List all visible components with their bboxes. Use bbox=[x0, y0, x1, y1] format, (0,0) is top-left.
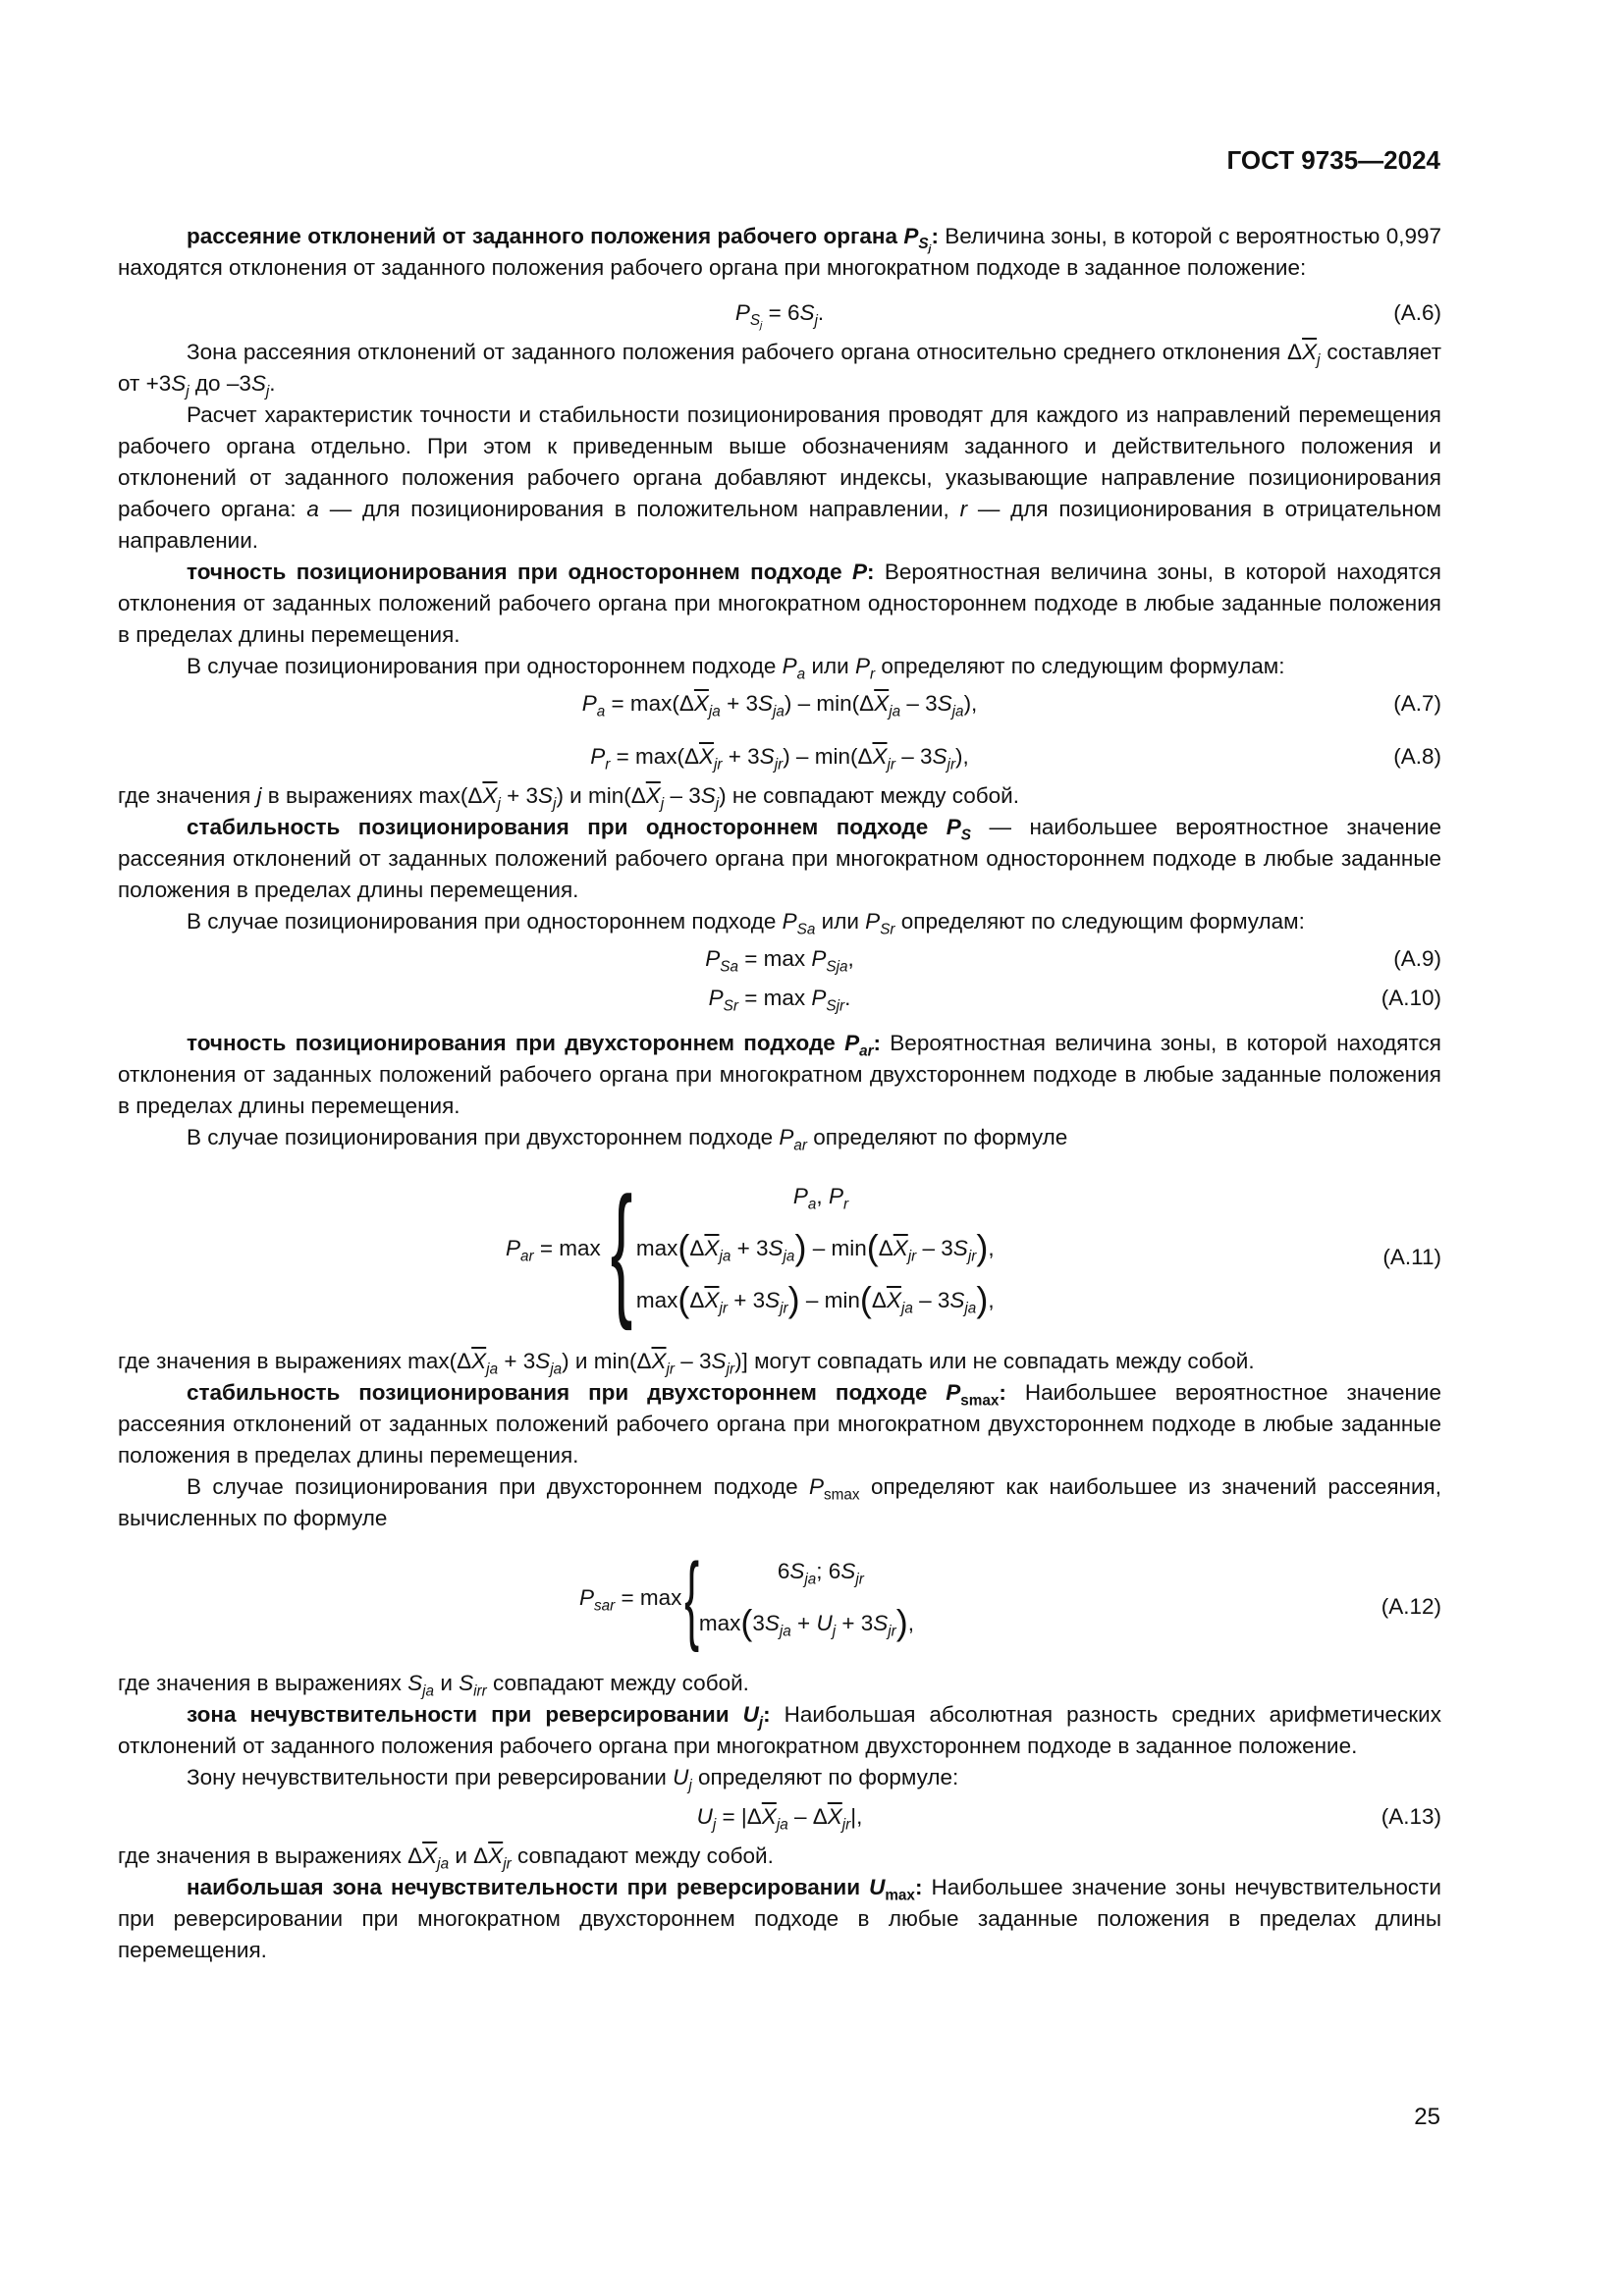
term-title: рассеяние отклонений от заданного положения рабочего органа bbox=[187, 224, 897, 248]
term-max-reversal-zone: наибольшая зона нечувствительности при реверсировании $U_{max}$: Наибольшее значение зоны нечувствительности при реверсировании при многократном двухстороннем подходе в любые заданные положения в пределах длины перемещения. bbox=[118, 1875, 1441, 1962]
paragraph-where-j: где значения j в выражениях $\max(\Delta\overline{X}_j + 3S_j)$ и $\min(\Delta\overline{X}_j - 3S_j)$ не совпадают между собой. bbox=[118, 783, 1019, 813]
term-stability-two-sided: стабильность позиционирования при двухстороннем подходе $P_{smax}$: Наибольшее вероятностное значение рассеяния отклонений от заданных положений рабочего органа при многократном двухстороннем подходе в любые заданные положения в пределах длины перемещения. bbox=[118, 1380, 1441, 1468]
term-title: наибольшая зона нечувствительности при реверсировании bbox=[187, 1875, 861, 1899]
term-title: стабильность позиционирования при двухстороннем подходе bbox=[187, 1380, 928, 1405]
equation-a11: $P_{ar} = \max$ { $P_a$, $P_r$ $\max(\Delta\overline{X}_{ja} + 3S_{ja}) - \min(\Delta\overline{X}_{jr} - 3S_{jr})$, $\max(\Delta\overline{X}_{jr} + 3S_{jr}) - \min(\Delta\overline{X}_{ja} - 3S_{ja})$, (A.11) bbox=[506, 1166, 1441, 1331]
paragraph-case2: В случае позиционирования при двухстороннем подходе $P_{ar}$ определяют по формуле bbox=[187, 1125, 1068, 1154]
equation-number: (A.9) bbox=[1393, 946, 1441, 971]
term-stability-one-sided: стабильность позиционирования при одностороннем подходе $P_S$ — наибольшее вероятностное значение рассеяния отклонений от заданных положений рабочего органа при многократном одностороннем подходе в любые заданные положения в пределах длины перемещения. bbox=[118, 815, 1441, 902]
equation-a10: $P_{Sr} = \max P_{Sjr}$. (A.10) bbox=[118, 983, 1441, 1022]
equation-number: (A.12) bbox=[1380, 1594, 1441, 1619]
paragraph-case3: В случае позиционирования при двухстороннем подходе $P_{smax}$ определяют как наибольшее из значений рассеяния, вычисленных по формуле bbox=[118, 1474, 1441, 1530]
paragraph-where-2: где значения в выражениях $\max(\Delta\overline{X}_{ja} + 3S_{ja})$ и $\min(\Delta\overline{X}_{jr} - 3S_{jr})$] могут совпадать или не совпадать между собой. bbox=[118, 1349, 1255, 1378]
equation-a6: $P_{S_j} = 6S_j$. (A.6) bbox=[118, 297, 1441, 337]
term-definition: Вероятностная величина зоны, в которой находятся отклонения от заданных положений рабочего органа при многократном двухстороннем подходе в любые заданные положения в пределах длины перемещения. bbox=[118, 1031, 1441, 1118]
term-accuracy-two-sided: точность позиционирования при двухстороннем подходе $P_{ar}$: Вероятностная величина зоны, в которой находятся отклонения от заданных положений рабочего органа при многократном двухстороннем подходе в любые заданные положения в пределах длины перемещения. bbox=[118, 1031, 1441, 1118]
term-definition: Вероятностная величина зоны, в которой находятся отклонения от заданных положений рабочего органа при многократном одностороннем подходе в любые заданные положения в пределах длины перемещения. bbox=[118, 560, 1441, 647]
page-number: 25 bbox=[1414, 2104, 1440, 2130]
term-symbol: P bbox=[903, 224, 919, 248]
equation-a13: $U_j = |\Delta\overline{X}_{ja} - \Delta\overline{X}_{jr}|$, (A.13) bbox=[118, 1801, 1441, 1841]
equation-a12: $P_{sar} = \max$ { $6S_{ja}$; $6S_{jr}$ $\max(3S_{ja} + U_j + 3S_{jr})$, (A.12) bbox=[579, 1542, 1441, 1653]
term-accuracy-one-sided: точность позиционирования при одностороннем подходе P: Вероятностная величина зоны, в которой находятся отклонения от заданных положений рабочего органа при многократном одностороннем подходе в любые заданные положения в пределах длины перемещения. bbox=[118, 560, 1441, 647]
equation-number: (A.7) bbox=[1393, 691, 1441, 716]
term-title: зона нечувствительности при реверсировании bbox=[187, 1702, 730, 1727]
equation-number: (A.11) bbox=[1382, 1245, 1441, 1269]
term-definition: Наибольшее значение зоны нечувствительности при реверсировании при многократном двухстороннем подходе в любые заданные положения в пределах длины перемещения. bbox=[118, 1875, 1441, 1962]
paragraph-calc: Расчет характеристик точности и стабильности позиционирования проводят для каждого из направлений перемещения рабочего органа отдельно. При этом к приведенным выше обозначениям заданного и действительного положения и отклонений от заданного положения рабочего органа добавляют индексы, указывающие направление позиционирования рабочего органа: a — для позиционирования в положительном направлении, r — для позиционирования в отрицательном направлении. bbox=[118, 402, 1441, 553]
equation-number: (A.6) bbox=[1393, 300, 1441, 325]
term-scatter: рассеяние отклонений от заданного положения рабочего органа $P_{S_j}$: Величина зоны, в которой с вероятностью 0,997 находятся отклонения от заданного положения рабочего органа при многократном подходе в заданное положение: bbox=[118, 224, 1441, 280]
equation-a8: $P_r = \max(\Delta\overline{X}_{jr} + 3S_{jr}) - \min(\Delta\overline{X}_{jr} - 3S_{jr})$, (A.8) bbox=[118, 741, 1441, 780]
term-definition: Величина зоны, в которой с вероятностью 0,997 находятся отклонения от заданного положения рабочего органа при многократном подходе в заданное положение: bbox=[118, 224, 1441, 280]
paragraph-zone: Зона рассеяния отклонений от заданного положения рабочего органа относительно среднего отклонения $\Delta\overline{X}_j$ составляет от $+3S_j$ до $-3S_j$. bbox=[118, 340, 1441, 400]
paragraph-case1b: В случае позиционирования при одностороннем подходе $P_{Sa}$ или $P_{Sr}$ определяют по следующим формулам: bbox=[187, 909, 1305, 938]
term-reversal-zone: зона нечувствительности при реверсировании $U_j$: Наибольшая абсолютная разность средних арифметических отклонений от заданного положения рабочего органа при многократном двухстороннем подходе в заданное положение. bbox=[118, 1702, 1441, 1758]
page-content bbox=[118, 221, 1441, 1966]
term-definition: Наибольшая абсолютная разность средних арифметических отклонений от заданного положения рабочего органа при многократном двухстороннем подходе в заданное положение. bbox=[118, 1702, 1441, 1758]
equation-number: (A.8) bbox=[1393, 744, 1441, 769]
equation-number: (A.10) bbox=[1380, 986, 1441, 1010]
paragraph-where-4: где значения в выражениях $\Delta\overline{X}_{ja}$ и $\Delta\overline{X}_{jr}$ совпадают между собой. bbox=[118, 1843, 774, 1873]
paragraph-uj: Зону нечувствительности при реверсировании $U_j$ определяют по формуле: bbox=[187, 1765, 959, 1794]
equation-number: (A.13) bbox=[1380, 1804, 1441, 1829]
equation-a7: $P_a = \max(\Delta\overline{X}_{ja} + 3S_{ja}) - \min(\Delta\overline{X}_{ja} - 3S_{ja})$, (A.7) bbox=[118, 688, 1441, 727]
term-definition: Наибольшее вероятностное значение рассеяния отклонений от заданных положений рабочего органа при многократном двухстороннем подходе в любые заданные положения в пределах длины перемещения. bbox=[118, 1380, 1441, 1468]
term-definition: — наибольшее вероятностное значение рассеяния отклонений от заданных положений рабочего органа при многократном одностороннем подходе в любые заданные положения в пределах длины перемещения. bbox=[118, 815, 1441, 902]
paragraph-case1: В случае позиционирования при одностороннем подходе $P_a$ или $P_r$ определяют по следующим формулам: bbox=[187, 654, 1285, 683]
term-title: стабильность позиционирования при одностороннем подходе bbox=[187, 815, 929, 839]
standard-code: ГОСТ 9735—2024 bbox=[1226, 145, 1440, 175]
paragraph-where-3: где значения в выражениях $S_{ja}$ и $S_{irr}$ совпадают между собой. bbox=[118, 1671, 749, 1700]
term-title: точность позиционирования при двухстороннем подходе bbox=[187, 1031, 836, 1055]
equation-a9: $P_{Sa} = \max P_{Sja}$, (A.9) bbox=[118, 943, 1441, 983]
term-title: точность позиционирования при одностороннем подходе bbox=[187, 560, 842, 584]
